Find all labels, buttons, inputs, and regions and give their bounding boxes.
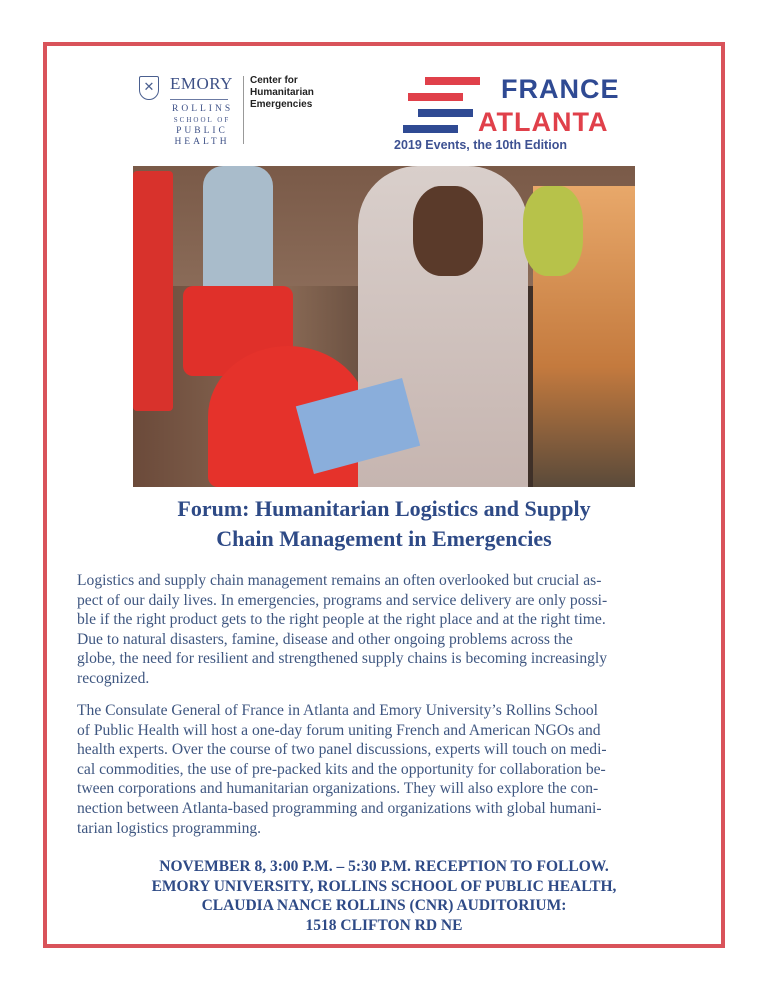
- forum-title: [0, 494, 768, 554]
- france-wordmark: FRANCE: [501, 74, 620, 104]
- text-line: tween corporations and humanitarian organizations. They will also explore the con-: [77, 780, 599, 798]
- divider: [243, 76, 244, 144]
- france-atlanta-logo: [394, 72, 640, 158]
- text-line: health experts. Over the course of two panel discussions, experts will touch on medi-: [77, 741, 607, 759]
- text-line: Due to natural disasters, famine, disease and other ongoing problems across the: [77, 630, 573, 648]
- event-date-time: NOVEMBER 8, 3:00 P.M. – 5:30 P.M. RECEPTION TO FOLLOW.: [159, 858, 609, 875]
- logo-stripe: [418, 109, 473, 117]
- text-line: nection between Atlanta-based programming and organizations with global humani-: [77, 799, 602, 817]
- center-line: Center for: [250, 75, 298, 86]
- event-venue: EMORY UNIVERSITY, ROLLINS SCHOOL OF PUBLIC HEALTH,: [151, 877, 617, 895]
- edition-subtitle: 2019 Events, the 10th Edition: [394, 138, 567, 152]
- details-paragraph: [77, 701, 697, 838]
- logo-stripe: [425, 77, 480, 85]
- emory-rollins-logo: [136, 72, 376, 150]
- intro-paragraph: [77, 571, 697, 689]
- logo-stripe: [408, 93, 463, 101]
- text-line: pect of our daily lives. In emergencies, programs and service delivery are only possi-: [77, 591, 608, 609]
- text-line: of Public Health will host a one-day forum uniting French and American NGOs and: [77, 721, 601, 739]
- event-address: 1518 CLIFTON RD NE: [305, 916, 463, 934]
- text-line: Logistics and supply chain management remains an often overlooked but crucial as-: [77, 572, 602, 589]
- logo-stripe: [403, 125, 458, 133]
- center-name: [250, 75, 376, 111]
- atlanta-wordmark: ATLANTA: [478, 107, 609, 137]
- emory-wordmark: EMORY: [170, 74, 233, 93]
- event-photo: [133, 166, 635, 487]
- title-line: Forum: Humanitarian Logistics and Supply: [177, 496, 591, 521]
- center-line: Humanitarian Emergencies: [250, 87, 314, 110]
- text-line: The Consulate General of France in Atlanta and Emory University’s Rollins School: [77, 702, 598, 719]
- title-line: Chain Management in Emergencies: [216, 526, 552, 551]
- school-line: SCHOOL OF: [173, 116, 231, 124]
- school-line: PUBLIC: [176, 126, 228, 136]
- emory-shield-icon: ✕: [139, 76, 159, 100]
- divider: [170, 99, 228, 100]
- rollins-school-name: [172, 104, 232, 148]
- text-line: tarian logistics programming.: [77, 819, 262, 837]
- event-room: CLAUDIA NANCE ROLLINS (CNR) AUDITORIUM:: [201, 897, 567, 914]
- text-line: ble if the right product gets to the right people at the right place and at the right time.: [77, 611, 606, 629]
- text-line: recognized.: [77, 669, 150, 687]
- text-line: globe, the need for resilient and strengthened supply chains is becoming increasingly: [77, 650, 608, 668]
- school-line: HEALTH: [174, 137, 230, 147]
- text-line: cal commodities, the use of pre-packed kits and the opportunity for collaboration be-: [77, 760, 606, 778]
- school-line: ROLLINS: [172, 104, 234, 114]
- event-details: [0, 857, 768, 935]
